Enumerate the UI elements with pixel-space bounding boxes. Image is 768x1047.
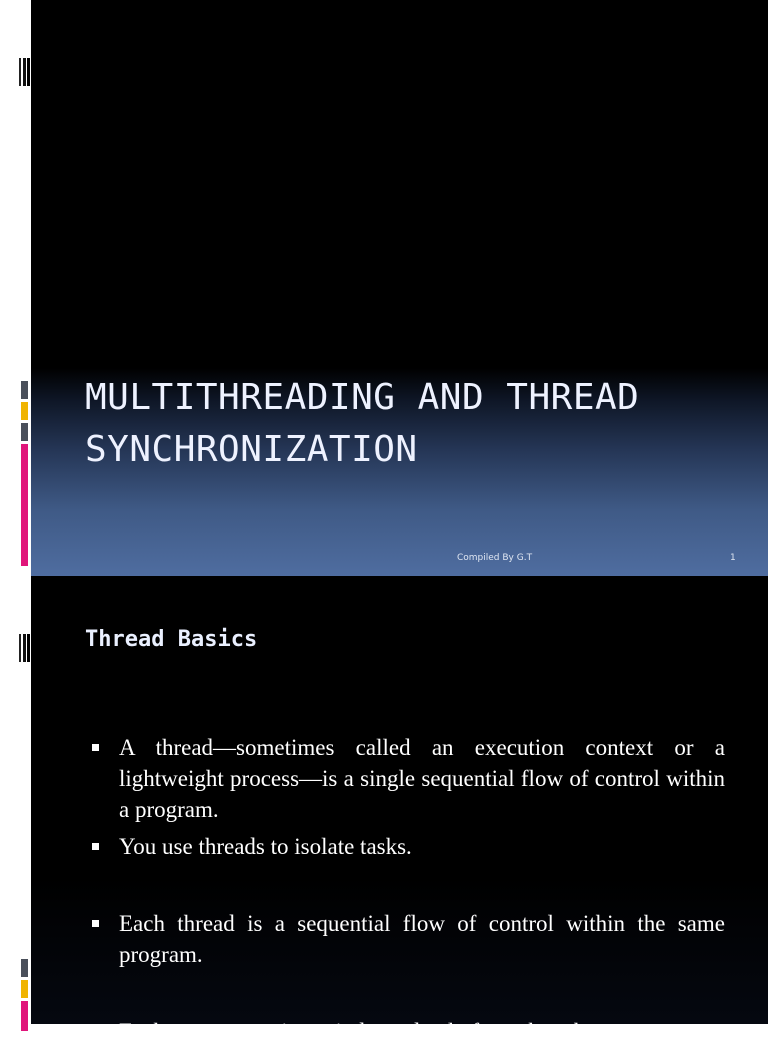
bullet-item	[85, 831, 725, 862]
bar-mark-icon	[23, 58, 26, 86]
bar-mark-icon	[19, 58, 21, 86]
slide-number: 1	[730, 553, 736, 563]
slide-2	[0, 576, 768, 1044]
slide-1-main-area	[31, 0, 768, 576]
accent-strip-gold	[21, 980, 28, 998]
accent-strip-gray	[21, 959, 28, 977]
bar-mark-icon	[27, 58, 30, 86]
bullet-item	[85, 908, 725, 970]
bullet-item	[85, 1016, 725, 1047]
bar-mark-icon	[27, 634, 30, 662]
bullet-text: You use threads to isolate tasks.	[119, 834, 412, 859]
bullet-square-icon	[92, 920, 99, 927]
accent-strip-gray	[21, 381, 28, 399]
accent-strip-pink	[21, 1001, 28, 1031]
accent-strip-pink	[21, 444, 28, 566]
bullet-list	[85, 732, 725, 1047]
footer-compiled-by: Compiled By G.T	[457, 553, 533, 563]
accent-strip-gray	[21, 423, 28, 441]
bullet-square-icon	[92, 843, 99, 850]
bullet-text: Each thread is a sequential flow of control within the same program.	[119, 911, 725, 967]
bullet-square-icon	[92, 1028, 99, 1035]
bullet-text: A thread—sometimes called an execution context or a lightweight process—is a single sequential flow of control within a program.	[119, 735, 725, 822]
slide-heading: Thread Basics	[85, 627, 258, 652]
accent-strip-gold	[21, 402, 28, 420]
bullet-text: Each partner continues independently from the other	[119, 1019, 604, 1044]
bullet-item	[85, 732, 725, 825]
slide-title: MULTITHREADING AND THREAD SYNCHRONIZATION	[85, 377, 640, 470]
bar-mark-icon	[19, 634, 21, 662]
bar-mark-icon	[23, 634, 26, 662]
bullet-square-icon	[92, 744, 99, 751]
